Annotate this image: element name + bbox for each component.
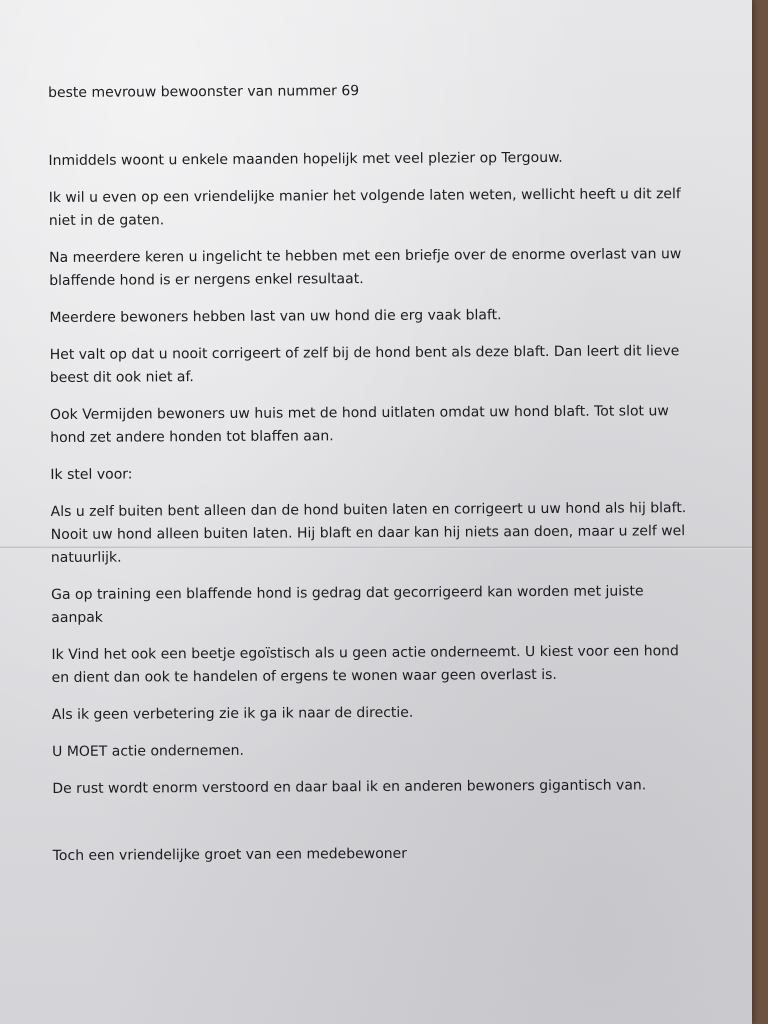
paragraph-intro: Inmiddels woont u enkele maanden hopelijk met veel plezier op Tergouw. <box>48 149 563 169</box>
paragraph-egoistic: Ik Vind het ook een beetje egoïstisch als u geen actie onderneemt. U kiest voor een hond en dient dan ook te handelen of ergens te wonen waar geen overlast is. <box>51 643 679 686</box>
letter-salutation: beste mevrouw bewoonster van nummer 69 <box>48 83 360 101</box>
paragraph-proposal-outside: Als u zelf buiten bent alleen dan de hond buiten laten en corrigeert u uw hond als hij blaft. Nooit uw hond alleen buiten laten. Hij blaft en daar kan hij niets aan doen, maar u zelf wel natuurlijk. <box>50 500 687 566</box>
letter-body <box>48 78 693 868</box>
paragraph-residents-bothered: Meerdere bewoners hebben last van uw hond die erg vaak blaft. <box>49 307 502 326</box>
paragraph-avoidance: Ook Vermijden bewoners uw huis met de hond uitlaten omdat uw hond blaft. Tot slot uw hond zet andere honden tot blaffen aan. <box>49 403 669 446</box>
paragraph-peace-disturbed: De rust wordt enorm verstoord en daar baal ik en anderen bewoners gigantisch van. <box>52 777 647 797</box>
paragraph-notice: Ik wil u even op een vriendelijke manier het volgende laten weten, wellicht heeft u dit zelf niet in de gaten. <box>48 186 681 229</box>
paragraph-previous-notes: Na meerdere keren u ingelicht te hebben met een briefje over de enorme overlast van uw blaffende hond is er nergens enkel resultaat. <box>49 246 682 289</box>
letter-closing: Toch een vriendelijke groet van een medebewoner <box>52 845 408 864</box>
paragraph-management: Als ik geen verbetering zie ik ga ik naar de directie. <box>51 704 414 723</box>
paragraph-no-correction: Het valt op dat u nooit corrigeert of zelf bij de hond bent als deze blaft. Dan leert dit lieve beest dit ook niet af. <box>49 343 680 386</box>
paragraph-proposal-heading: Ik stel voor: <box>50 466 133 483</box>
paragraph-training: Ga op training een blaffende hond is gedrag dat gecorrigeerd kan worden met juiste aanpak <box>51 583 644 626</box>
paragraph-must-act: U MOET actie ondernemen. <box>52 742 245 760</box>
